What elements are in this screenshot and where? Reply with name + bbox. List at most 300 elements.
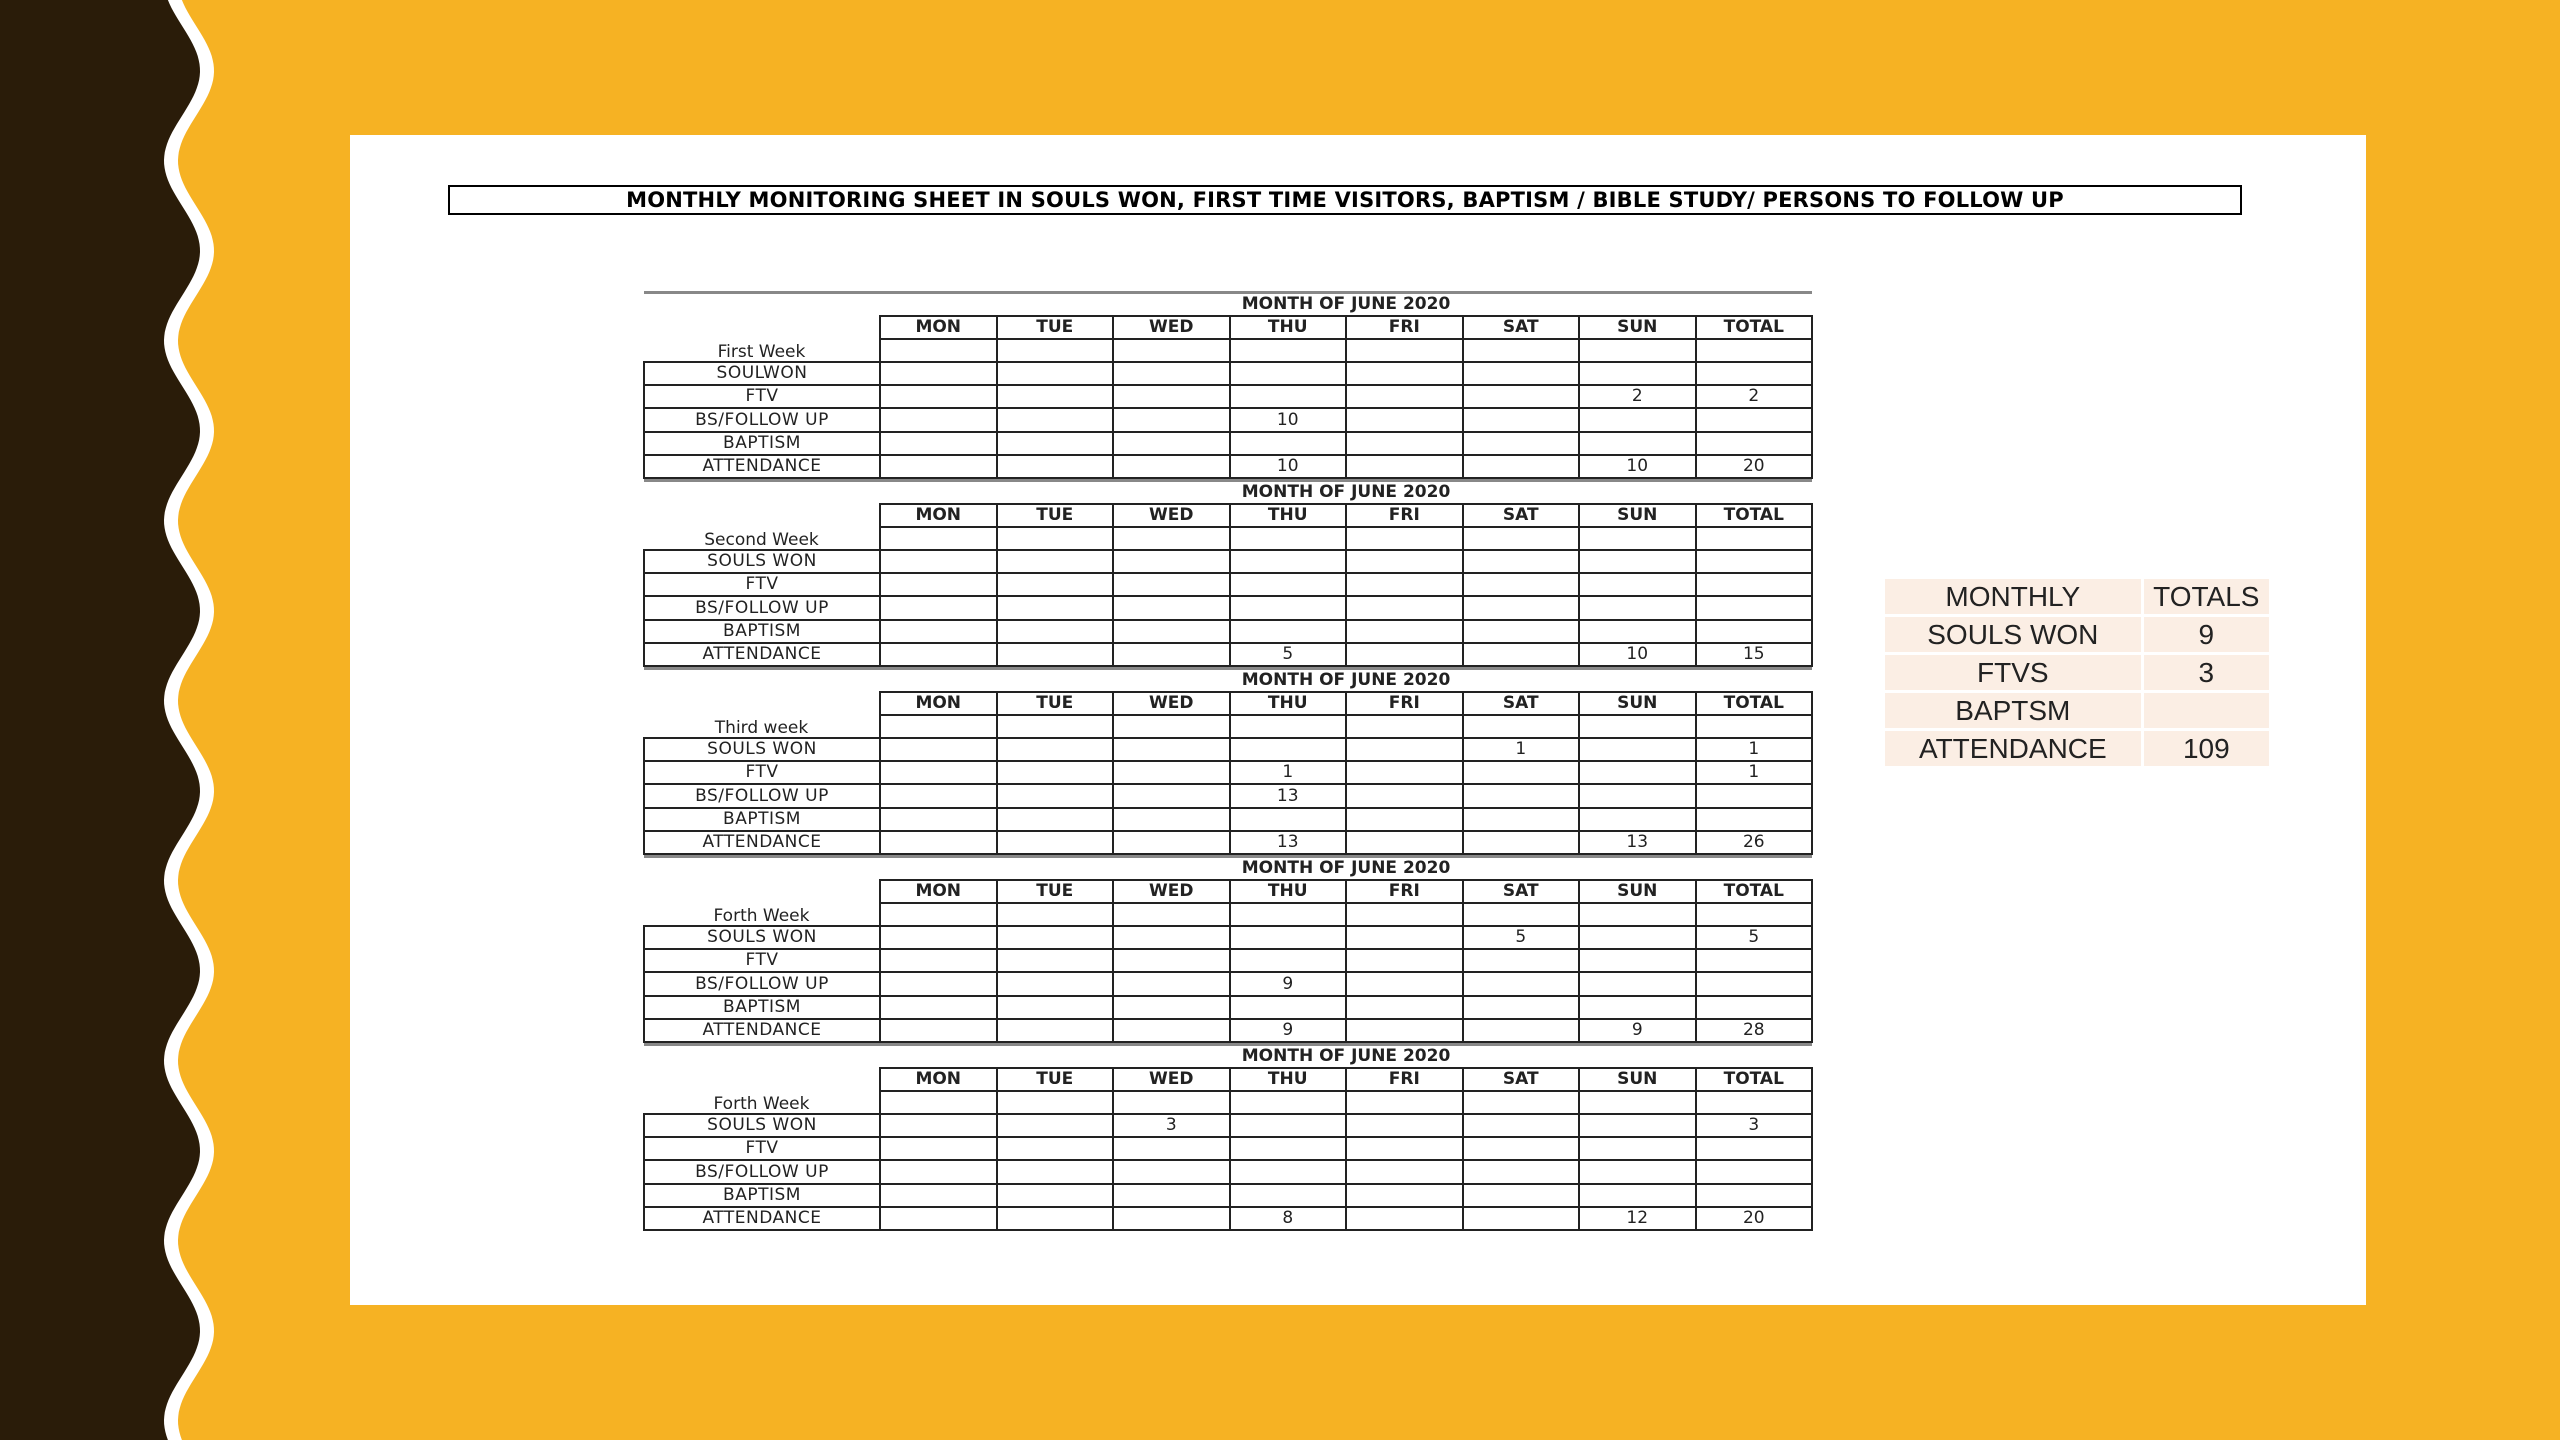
day-header: TUE xyxy=(997,880,1114,903)
metric-cell xyxy=(1113,761,1230,784)
metric-cell xyxy=(1696,573,1813,596)
metric-cell xyxy=(1346,831,1463,854)
metric-cell xyxy=(880,1160,997,1183)
day-header: SAT xyxy=(1463,316,1580,339)
metric-row xyxy=(644,738,1812,761)
monthly-totals-row xyxy=(1885,617,2269,652)
day-header-row xyxy=(644,692,1812,715)
metric-cell xyxy=(1230,808,1347,831)
metric-row xyxy=(644,808,1812,831)
blank-cell xyxy=(1463,715,1580,738)
metric-cell xyxy=(1696,784,1813,807)
metric-cell xyxy=(1696,972,1813,995)
metric-cell xyxy=(1696,1184,1813,1207)
blank-cell xyxy=(1463,903,1580,926)
metric-cell xyxy=(880,738,997,761)
metric-cell xyxy=(1346,1137,1463,1160)
day-header: MON xyxy=(880,692,997,715)
metric-cell xyxy=(1579,926,1696,949)
monthly-header-cell: MONTHLY xyxy=(1885,579,2141,614)
metric-cell: 20 xyxy=(1696,455,1813,478)
metric-row xyxy=(644,996,1812,1019)
blank-cell xyxy=(1346,527,1463,550)
metric-label: ATTENDANCE xyxy=(644,831,880,854)
day-header: SAT xyxy=(1463,692,1580,715)
metric-cell xyxy=(1113,573,1230,596)
sheet-title: MONTHLY MONITORING SHEET IN SOULS WON, FIRST TIME VISITORS, BAPTISM / BIBLE STUDY/ PERSONS TO FOLLOW UP xyxy=(448,185,2242,215)
metric-cell xyxy=(1346,620,1463,643)
metric-cell xyxy=(880,620,997,643)
blank-cell xyxy=(1113,527,1230,550)
metric-cell xyxy=(1463,362,1580,385)
blank-cell xyxy=(1696,903,1813,926)
metric-label: ATTENDANCE xyxy=(644,455,880,478)
week-table xyxy=(643,479,1813,667)
metric-cell: 3 xyxy=(1113,1114,1230,1137)
blank-cell xyxy=(1230,903,1347,926)
day-header: FRI xyxy=(1346,880,1463,903)
blank-cell xyxy=(997,903,1114,926)
metric-cell xyxy=(1113,385,1230,408)
blank-cell xyxy=(1696,527,1813,550)
metric-cell xyxy=(1346,1184,1463,1207)
day-header: TOTAL xyxy=(1696,880,1813,903)
metric-cell xyxy=(880,643,997,666)
metric-cell xyxy=(1346,1019,1463,1042)
metric-cell xyxy=(1230,432,1347,455)
metric-cell xyxy=(1113,362,1230,385)
day-header: SAT xyxy=(1463,1068,1580,1091)
metric-cell xyxy=(1463,1160,1580,1183)
metric-row xyxy=(644,432,1812,455)
metric-cell xyxy=(1113,455,1230,478)
metric-cell xyxy=(997,573,1114,596)
metric-row xyxy=(644,761,1812,784)
metric-cell xyxy=(997,1137,1114,1160)
metric-cell xyxy=(1113,784,1230,807)
metric-cell xyxy=(1463,573,1580,596)
metric-label: BAPTISM xyxy=(644,808,880,831)
metric-cell: 13 xyxy=(1230,831,1347,854)
metric-cell xyxy=(880,385,997,408)
metric-cell xyxy=(1230,996,1347,1019)
metric-row xyxy=(644,596,1812,619)
day-header: THU xyxy=(1230,316,1347,339)
metric-cell xyxy=(997,362,1114,385)
metric-row xyxy=(644,1207,1812,1230)
blank-cell xyxy=(1579,903,1696,926)
day-header: WED xyxy=(1113,1068,1230,1091)
metric-label: FTV xyxy=(644,385,880,408)
metric-cell xyxy=(1579,362,1696,385)
metric-row xyxy=(644,620,1812,643)
month-row xyxy=(644,293,1812,316)
week-table xyxy=(643,1043,1813,1231)
metric-cell xyxy=(1579,550,1696,573)
metric-cell xyxy=(880,596,997,619)
blank-cell xyxy=(997,715,1114,738)
week-table xyxy=(643,855,1813,1043)
metric-cell xyxy=(1113,596,1230,619)
metric-cell xyxy=(1463,385,1580,408)
month-title: MONTH OF JUNE 2020 xyxy=(880,857,1812,880)
month-row xyxy=(644,481,1812,504)
metric-cell: 1 xyxy=(1696,738,1813,761)
week-name: Forth Week xyxy=(713,1094,810,1115)
blank-cell xyxy=(1579,1091,1696,1114)
metric-row xyxy=(644,1160,1812,1183)
metric-cell xyxy=(1579,408,1696,431)
month-title: MONTH OF JUNE 2020 xyxy=(880,293,1812,316)
blank-cell xyxy=(880,715,997,738)
metric-cell xyxy=(1113,620,1230,643)
metric-cell xyxy=(880,550,997,573)
metric-label: ATTENDANCE xyxy=(644,643,880,666)
metric-cell xyxy=(997,808,1114,831)
metric-cell xyxy=(1579,761,1696,784)
metric-label: FTV xyxy=(644,949,880,972)
metric-cell: 10 xyxy=(1579,643,1696,666)
total-value: 109 xyxy=(2144,731,2269,766)
metric-cell xyxy=(1463,596,1580,619)
week-table xyxy=(643,667,1813,855)
metric-cell xyxy=(1230,1184,1347,1207)
metric-cell xyxy=(1696,949,1813,972)
metric-cell xyxy=(1346,596,1463,619)
metric-cell: 9 xyxy=(1230,972,1347,995)
day-header: WED xyxy=(1113,504,1230,527)
metric-cell xyxy=(1346,949,1463,972)
metric-cell xyxy=(1113,738,1230,761)
monthly-totals-table xyxy=(1882,576,2272,769)
metric-cell xyxy=(1463,972,1580,995)
metric-row xyxy=(644,455,1812,478)
metric-cell: 13 xyxy=(1579,831,1696,854)
month-row xyxy=(644,1045,1812,1068)
day-header-row xyxy=(644,316,1812,339)
day-header: FRI xyxy=(1346,1068,1463,1091)
metric-label: FTV xyxy=(644,573,880,596)
metric-cell xyxy=(1113,1137,1230,1160)
metric-cell xyxy=(997,455,1114,478)
metric-cell xyxy=(1230,738,1347,761)
metric-row xyxy=(644,972,1812,995)
day-header: TUE xyxy=(997,504,1114,527)
day-header: TUE xyxy=(997,1068,1114,1091)
metric-cell xyxy=(1230,926,1347,949)
blank-cell xyxy=(1579,339,1696,362)
metric-row xyxy=(644,831,1812,854)
metric-cell xyxy=(1463,432,1580,455)
metric-cell xyxy=(1346,738,1463,761)
metric-cell xyxy=(1346,550,1463,573)
metric-cell: 10 xyxy=(1579,455,1696,478)
metric-cell xyxy=(880,1114,997,1137)
month-label-spacer xyxy=(644,1045,880,1068)
metric-cell xyxy=(1230,1114,1347,1137)
metric-row xyxy=(644,784,1812,807)
metric-cell xyxy=(1346,996,1463,1019)
metric-label: SOULS WON xyxy=(644,738,880,761)
metric-cell xyxy=(1463,808,1580,831)
monthly-totals-row xyxy=(1885,655,2269,690)
metric-cell xyxy=(1579,573,1696,596)
metric-cell xyxy=(997,1019,1114,1042)
metric-cell: 1 xyxy=(1230,761,1347,784)
metric-cell xyxy=(997,738,1114,761)
metric-cell xyxy=(1113,643,1230,666)
metric-cell xyxy=(997,1207,1114,1230)
blank-cell xyxy=(997,527,1114,550)
metric-row xyxy=(644,643,1812,666)
weekly-tables xyxy=(643,291,1811,1231)
metric-cell xyxy=(1346,972,1463,995)
month-label-spacer xyxy=(644,669,880,692)
metric-cell: 2 xyxy=(1579,385,1696,408)
day-header: TOTAL xyxy=(1696,1068,1813,1091)
total-label: BAPTSM xyxy=(1885,693,2141,728)
week-table xyxy=(643,291,1813,479)
metric-row xyxy=(644,573,1812,596)
total-value: 9 xyxy=(2144,617,2269,652)
total-label: FTVS xyxy=(1885,655,2141,690)
blank-cell xyxy=(997,339,1114,362)
blank-cell xyxy=(1346,715,1463,738)
metric-cell xyxy=(997,643,1114,666)
month-label-spacer xyxy=(644,293,880,316)
metric-cell xyxy=(997,972,1114,995)
metric-row xyxy=(644,408,1812,431)
metric-row xyxy=(644,385,1812,408)
blank-cell xyxy=(1463,527,1580,550)
metric-cell xyxy=(1113,550,1230,573)
metric-cell xyxy=(1696,550,1813,573)
metric-cell xyxy=(1113,1160,1230,1183)
blank-cell xyxy=(1113,1091,1230,1114)
metric-cell xyxy=(997,1114,1114,1137)
metric-cell xyxy=(1346,1207,1463,1230)
metric-cell: 20 xyxy=(1696,1207,1813,1230)
monthly-totals-row xyxy=(1885,731,2269,766)
metric-cell xyxy=(997,926,1114,949)
metric-cell: 2 xyxy=(1696,385,1813,408)
metric-cell xyxy=(1463,1114,1580,1137)
metric-label: BAPTISM xyxy=(644,996,880,1019)
metric-label: BAPTISM xyxy=(644,620,880,643)
metric-cell: 5 xyxy=(1230,643,1347,666)
metric-label: SOULS WON xyxy=(644,1114,880,1137)
metric-row xyxy=(644,1184,1812,1207)
day-header: MON xyxy=(880,316,997,339)
metric-cell xyxy=(997,784,1114,807)
metric-cell: 5 xyxy=(1463,926,1580,949)
month-label-spacer xyxy=(644,857,880,880)
metric-cell xyxy=(997,949,1114,972)
week-name: Third week xyxy=(714,718,809,739)
day-header: TUE xyxy=(997,316,1114,339)
metric-cell xyxy=(1463,1019,1580,1042)
metric-label: BAPTISM xyxy=(644,1184,880,1207)
day-header: THU xyxy=(1230,1068,1347,1091)
day-header: FRI xyxy=(1346,316,1463,339)
week-name: First Week xyxy=(717,342,806,363)
total-value: 3 xyxy=(2144,655,2269,690)
day-header-row xyxy=(644,504,1812,527)
metric-cell xyxy=(1463,831,1580,854)
metric-cell xyxy=(997,1184,1114,1207)
metric-cell xyxy=(1346,385,1463,408)
metric-cell xyxy=(1230,949,1347,972)
metric-cell xyxy=(880,432,997,455)
metric-cell xyxy=(1230,1137,1347,1160)
blank-cell xyxy=(1346,339,1463,362)
blank-cell xyxy=(1230,339,1347,362)
month-row xyxy=(644,857,1812,880)
metric-cell: 15 xyxy=(1696,643,1813,666)
blank-cell xyxy=(1346,903,1463,926)
day-header: SAT xyxy=(1463,880,1580,903)
metric-cell xyxy=(1230,385,1347,408)
metric-cell xyxy=(1113,1184,1230,1207)
metric-cell xyxy=(1230,1160,1347,1183)
metric-cell xyxy=(1463,620,1580,643)
decorative-wavy-band xyxy=(0,0,240,1440)
blank-cell xyxy=(1579,715,1696,738)
blank-cell xyxy=(1696,715,1813,738)
day-header: WED xyxy=(1113,316,1230,339)
metric-cell xyxy=(1463,408,1580,431)
metric-cell xyxy=(1346,455,1463,478)
blank-cell xyxy=(1230,715,1347,738)
blank-cell xyxy=(880,1091,997,1114)
day-header: MON xyxy=(880,504,997,527)
metric-cell xyxy=(1346,362,1463,385)
metric-label: BAPTISM xyxy=(644,432,880,455)
metric-cell xyxy=(997,408,1114,431)
metric-cell xyxy=(1696,1137,1813,1160)
metric-cell xyxy=(1346,643,1463,666)
total-label: ATTENDANCE xyxy=(1885,731,2141,766)
day-header: TUE xyxy=(997,692,1114,715)
metric-cell: 1 xyxy=(1463,738,1580,761)
day-header: THU xyxy=(1230,880,1347,903)
metric-cell xyxy=(1696,362,1813,385)
metric-cell xyxy=(1579,949,1696,972)
metric-cell xyxy=(1463,455,1580,478)
metric-cell xyxy=(1463,550,1580,573)
month-label-spacer xyxy=(644,481,880,504)
metric-cell xyxy=(1696,596,1813,619)
metric-cell xyxy=(997,996,1114,1019)
metric-cell xyxy=(1346,761,1463,784)
metric-cell xyxy=(880,1137,997,1160)
day-header: WED xyxy=(1113,880,1230,903)
metric-cell xyxy=(1113,972,1230,995)
metric-cell xyxy=(1579,432,1696,455)
metric-cell: 10 xyxy=(1230,408,1347,431)
metric-label: BS/FOLLOW UP xyxy=(644,596,880,619)
metric-cell xyxy=(1346,408,1463,431)
metric-label: SOULS WON xyxy=(644,926,880,949)
month-title: MONTH OF JUNE 2020 xyxy=(880,1045,1812,1068)
metric-cell xyxy=(1230,620,1347,643)
metric-cell xyxy=(1346,432,1463,455)
metric-cell xyxy=(997,385,1114,408)
metric-cell xyxy=(880,455,997,478)
week-name: Forth Week xyxy=(713,906,810,927)
metric-label: ATTENDANCE xyxy=(644,1019,880,1042)
blank-cell xyxy=(1113,339,1230,362)
metric-cell xyxy=(1463,1184,1580,1207)
metric-cell xyxy=(1113,926,1230,949)
metric-cell xyxy=(1230,596,1347,619)
metric-cell xyxy=(1113,1207,1230,1230)
day-header: MON xyxy=(880,880,997,903)
metric-cell xyxy=(1463,643,1580,666)
day-header-row xyxy=(644,1068,1812,1091)
metric-cell: 3 xyxy=(1696,1114,1813,1137)
metric-cell: 28 xyxy=(1696,1019,1813,1042)
metric-cell xyxy=(1696,996,1813,1019)
day-header: WED xyxy=(1113,692,1230,715)
month-title: MONTH OF JUNE 2020 xyxy=(880,669,1812,692)
metric-cell xyxy=(1346,573,1463,596)
metric-cell xyxy=(1579,784,1696,807)
metric-cell xyxy=(880,362,997,385)
day-header: THU xyxy=(1230,692,1347,715)
blank-cell xyxy=(1346,1091,1463,1114)
metric-cell: 12 xyxy=(1579,1207,1696,1230)
metric-cell xyxy=(1579,1184,1696,1207)
metric-cell xyxy=(997,596,1114,619)
metric-cell xyxy=(880,949,997,972)
blank-cell xyxy=(880,527,997,550)
metric-cell xyxy=(1346,808,1463,831)
metric-cell: 1 xyxy=(1696,761,1813,784)
day-header: FRI xyxy=(1346,504,1463,527)
day-header: SAT xyxy=(1463,504,1580,527)
metric-cell xyxy=(997,550,1114,573)
metric-cell xyxy=(880,926,997,949)
day-header: FRI xyxy=(1346,692,1463,715)
metric-cell xyxy=(997,761,1114,784)
metric-label: SOULWON xyxy=(644,362,880,385)
metric-cell xyxy=(1579,1137,1696,1160)
day-header: SUN xyxy=(1579,1068,1696,1091)
totals-header-cell: TOTALS xyxy=(2144,579,2269,614)
metric-cell: 9 xyxy=(1230,1019,1347,1042)
day-header: TOTAL xyxy=(1696,316,1813,339)
total-label: SOULS WON xyxy=(1885,617,2141,652)
day-header: SUN xyxy=(1579,880,1696,903)
metric-cell xyxy=(1579,996,1696,1019)
metric-cell xyxy=(1113,949,1230,972)
metric-label: BS/FOLLOW UP xyxy=(644,784,880,807)
metric-row xyxy=(644,949,1812,972)
metric-cell: 10 xyxy=(1230,455,1347,478)
metric-cell xyxy=(1113,831,1230,854)
month-row xyxy=(644,669,1812,692)
metric-cell xyxy=(880,1207,997,1230)
metric-cell xyxy=(1463,1137,1580,1160)
metric-cell xyxy=(1113,432,1230,455)
metric-cell: 5 xyxy=(1696,926,1813,949)
metric-cell xyxy=(1113,408,1230,431)
blank-cell xyxy=(1463,1091,1580,1114)
metric-row xyxy=(644,550,1812,573)
metric-label: FTV xyxy=(644,761,880,784)
metric-row xyxy=(644,362,1812,385)
